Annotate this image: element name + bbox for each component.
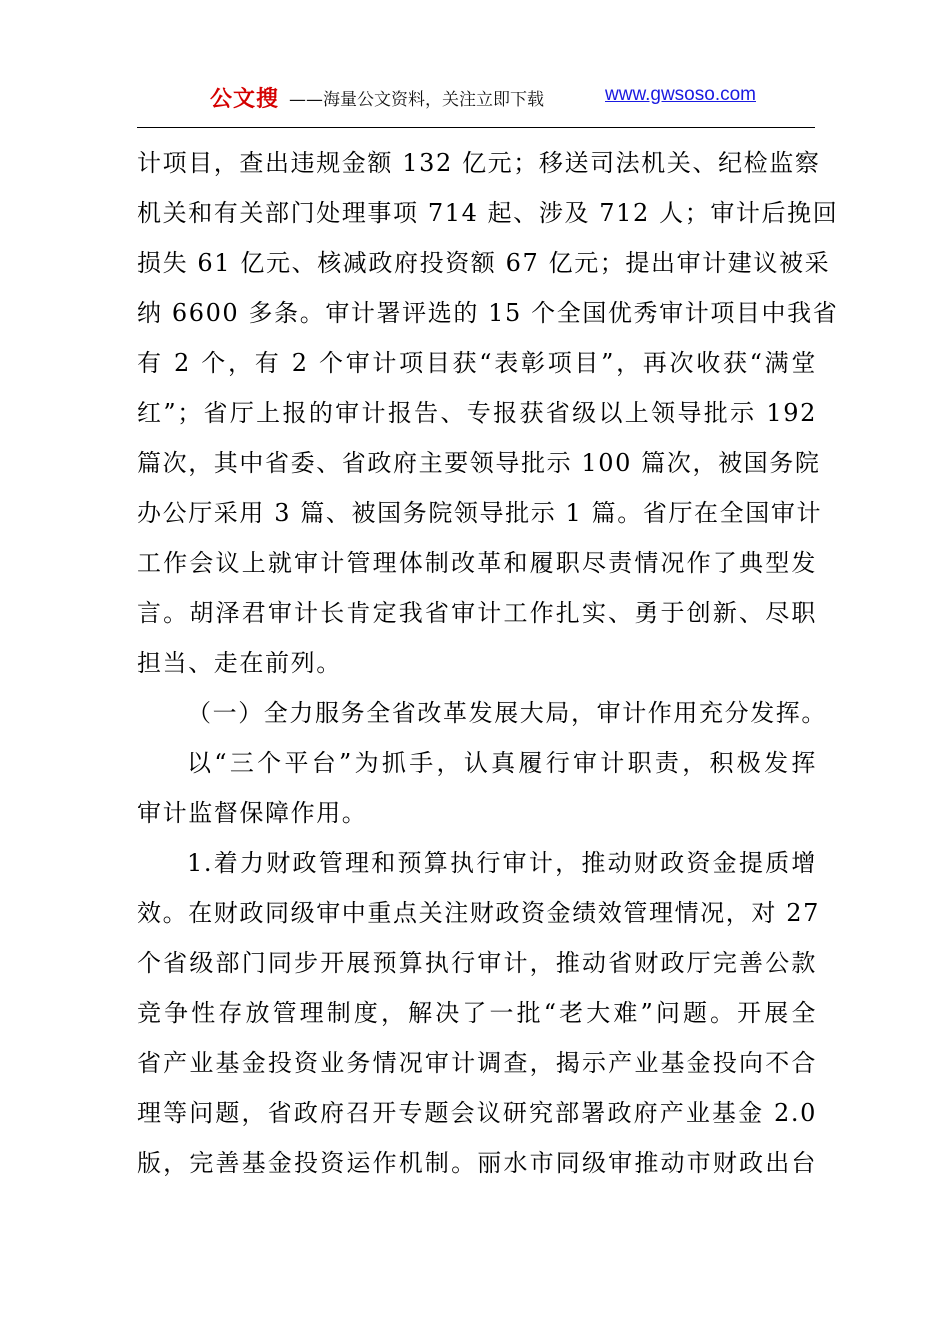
section-heading: （一）全力服务全省改革发展大局，审计作用充分发挥。 xyxy=(187,699,827,727)
body-line: 纳 6600 多条。审计署评选的 15 个全国优秀审计项目中我省 xyxy=(137,299,839,327)
body-line: 红”；省厅上报的审计报告、专报获省级以上领导批示 192 xyxy=(137,399,817,427)
brand-logo-text: 公文搜 xyxy=(210,87,280,112)
page-header xyxy=(137,72,815,122)
body-line: 省产业基金投资业务情况审计调查，揭示产业基金投向不合 xyxy=(137,1049,817,1077)
header-tagline: ——海量公文资料，关注立即下载 xyxy=(289,90,544,110)
body-line: 以“三个平台”为抓手，认真履行审计职责，积极发挥 xyxy=(187,749,817,777)
body-line: 计项目，查出违规金额 132 亿元；移送司法机关、纪检监察 xyxy=(137,149,821,177)
body-line: 篇次，其中省委、省政府主要领导批示 100 篇次，被国务院 xyxy=(137,449,821,477)
header-divider xyxy=(137,127,815,128)
body-line: 言。胡泽君审计长肯定我省审计工作扎实、勇于创新、尽职 xyxy=(137,599,817,627)
body-line: 损失 61 亿元、核减政府投资额 67 亿元；提出审计建议被采 xyxy=(137,249,831,277)
body-line: 担当、走在前列。 xyxy=(137,649,342,677)
site-link[interactable]: www.gwsoso.com xyxy=(605,84,756,105)
body-line: 审计监督保障作用。 xyxy=(137,799,368,827)
body-line: 竞争性存放管理制度，解决了一批“老大难”问题。开展全 xyxy=(137,999,817,1027)
body-line: 个省级部门同步开展预算执行审计，推动省财政厅完善公款 xyxy=(137,949,817,977)
body-line: 办公厅采用 3 篇、被国务院领导批示 1 篇。省厅在全国审计 xyxy=(137,499,823,527)
body-line: 版，完善基金投资运作机制。丽水市同级审推动市财政出台 xyxy=(137,1149,817,1177)
body-line: 效。在财政同级审中重点关注财政资金绩效管理情况，对 27 xyxy=(137,899,820,927)
body-line: 工作会议上就审计管理体制改革和履职尽责情况作了典型发 xyxy=(137,549,817,577)
document-body xyxy=(137,138,839,1188)
body-line: 理等问题，省政府召开专题会议研究部署政府产业基金 2.0 xyxy=(137,1099,817,1127)
body-line: 机关和有关部门处理事项 714 起、涉及 712 人；审计后挽回 xyxy=(137,199,839,227)
body-line: 有 2 个，有 2 个审计项目获“表彰项目”，再次收获“满堂 xyxy=(137,349,817,377)
subsection-heading: 1.着力财政管理和预算执行审计，推动财政资金提质增 xyxy=(187,849,817,877)
